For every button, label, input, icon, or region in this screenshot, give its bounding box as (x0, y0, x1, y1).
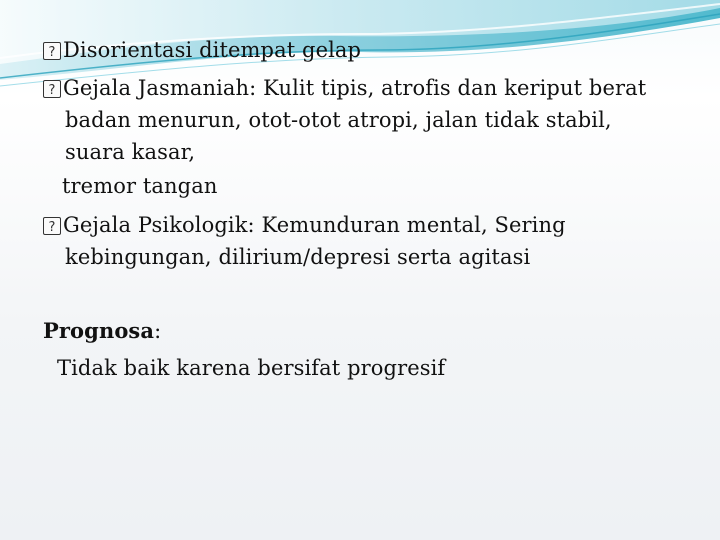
bullet-2-line-3: suara kasar, (65, 140, 196, 164)
bullet-2-line-2: badan menurun, otot-otot atropi, jalan tidak stabil, (65, 108, 612, 132)
bullet-icon (43, 42, 61, 60)
bullet-2-line-1: Gejala Jasmaniah: Kulit tipis, atrofis dan keriput berat (63, 76, 647, 100)
prognosa-text: Tidak baik karena bersifat progresif (57, 356, 446, 380)
prognosa-colon: : (154, 319, 162, 343)
bullet-3-line-1: Gejala Psikologik: Kemunduran mental, Sering (63, 213, 566, 237)
bullet-item-2 (43, 74, 646, 102)
prognosa-heading (43, 317, 161, 345)
bullet-item-3 (43, 211, 566, 239)
prognosa-label: Prognosa (43, 318, 155, 343)
bullet-3-line-2: kebingungan, dilirium/depresi serta agitasi (65, 245, 531, 269)
bullet-icon (43, 217, 61, 235)
bullet-icon (43, 80, 61, 98)
bullet-2-line-4: tremor tangan (62, 174, 218, 198)
bullet-1-line-1: Disorientasi ditempat gelap (63, 38, 362, 62)
bullet-item-1 (43, 36, 361, 64)
